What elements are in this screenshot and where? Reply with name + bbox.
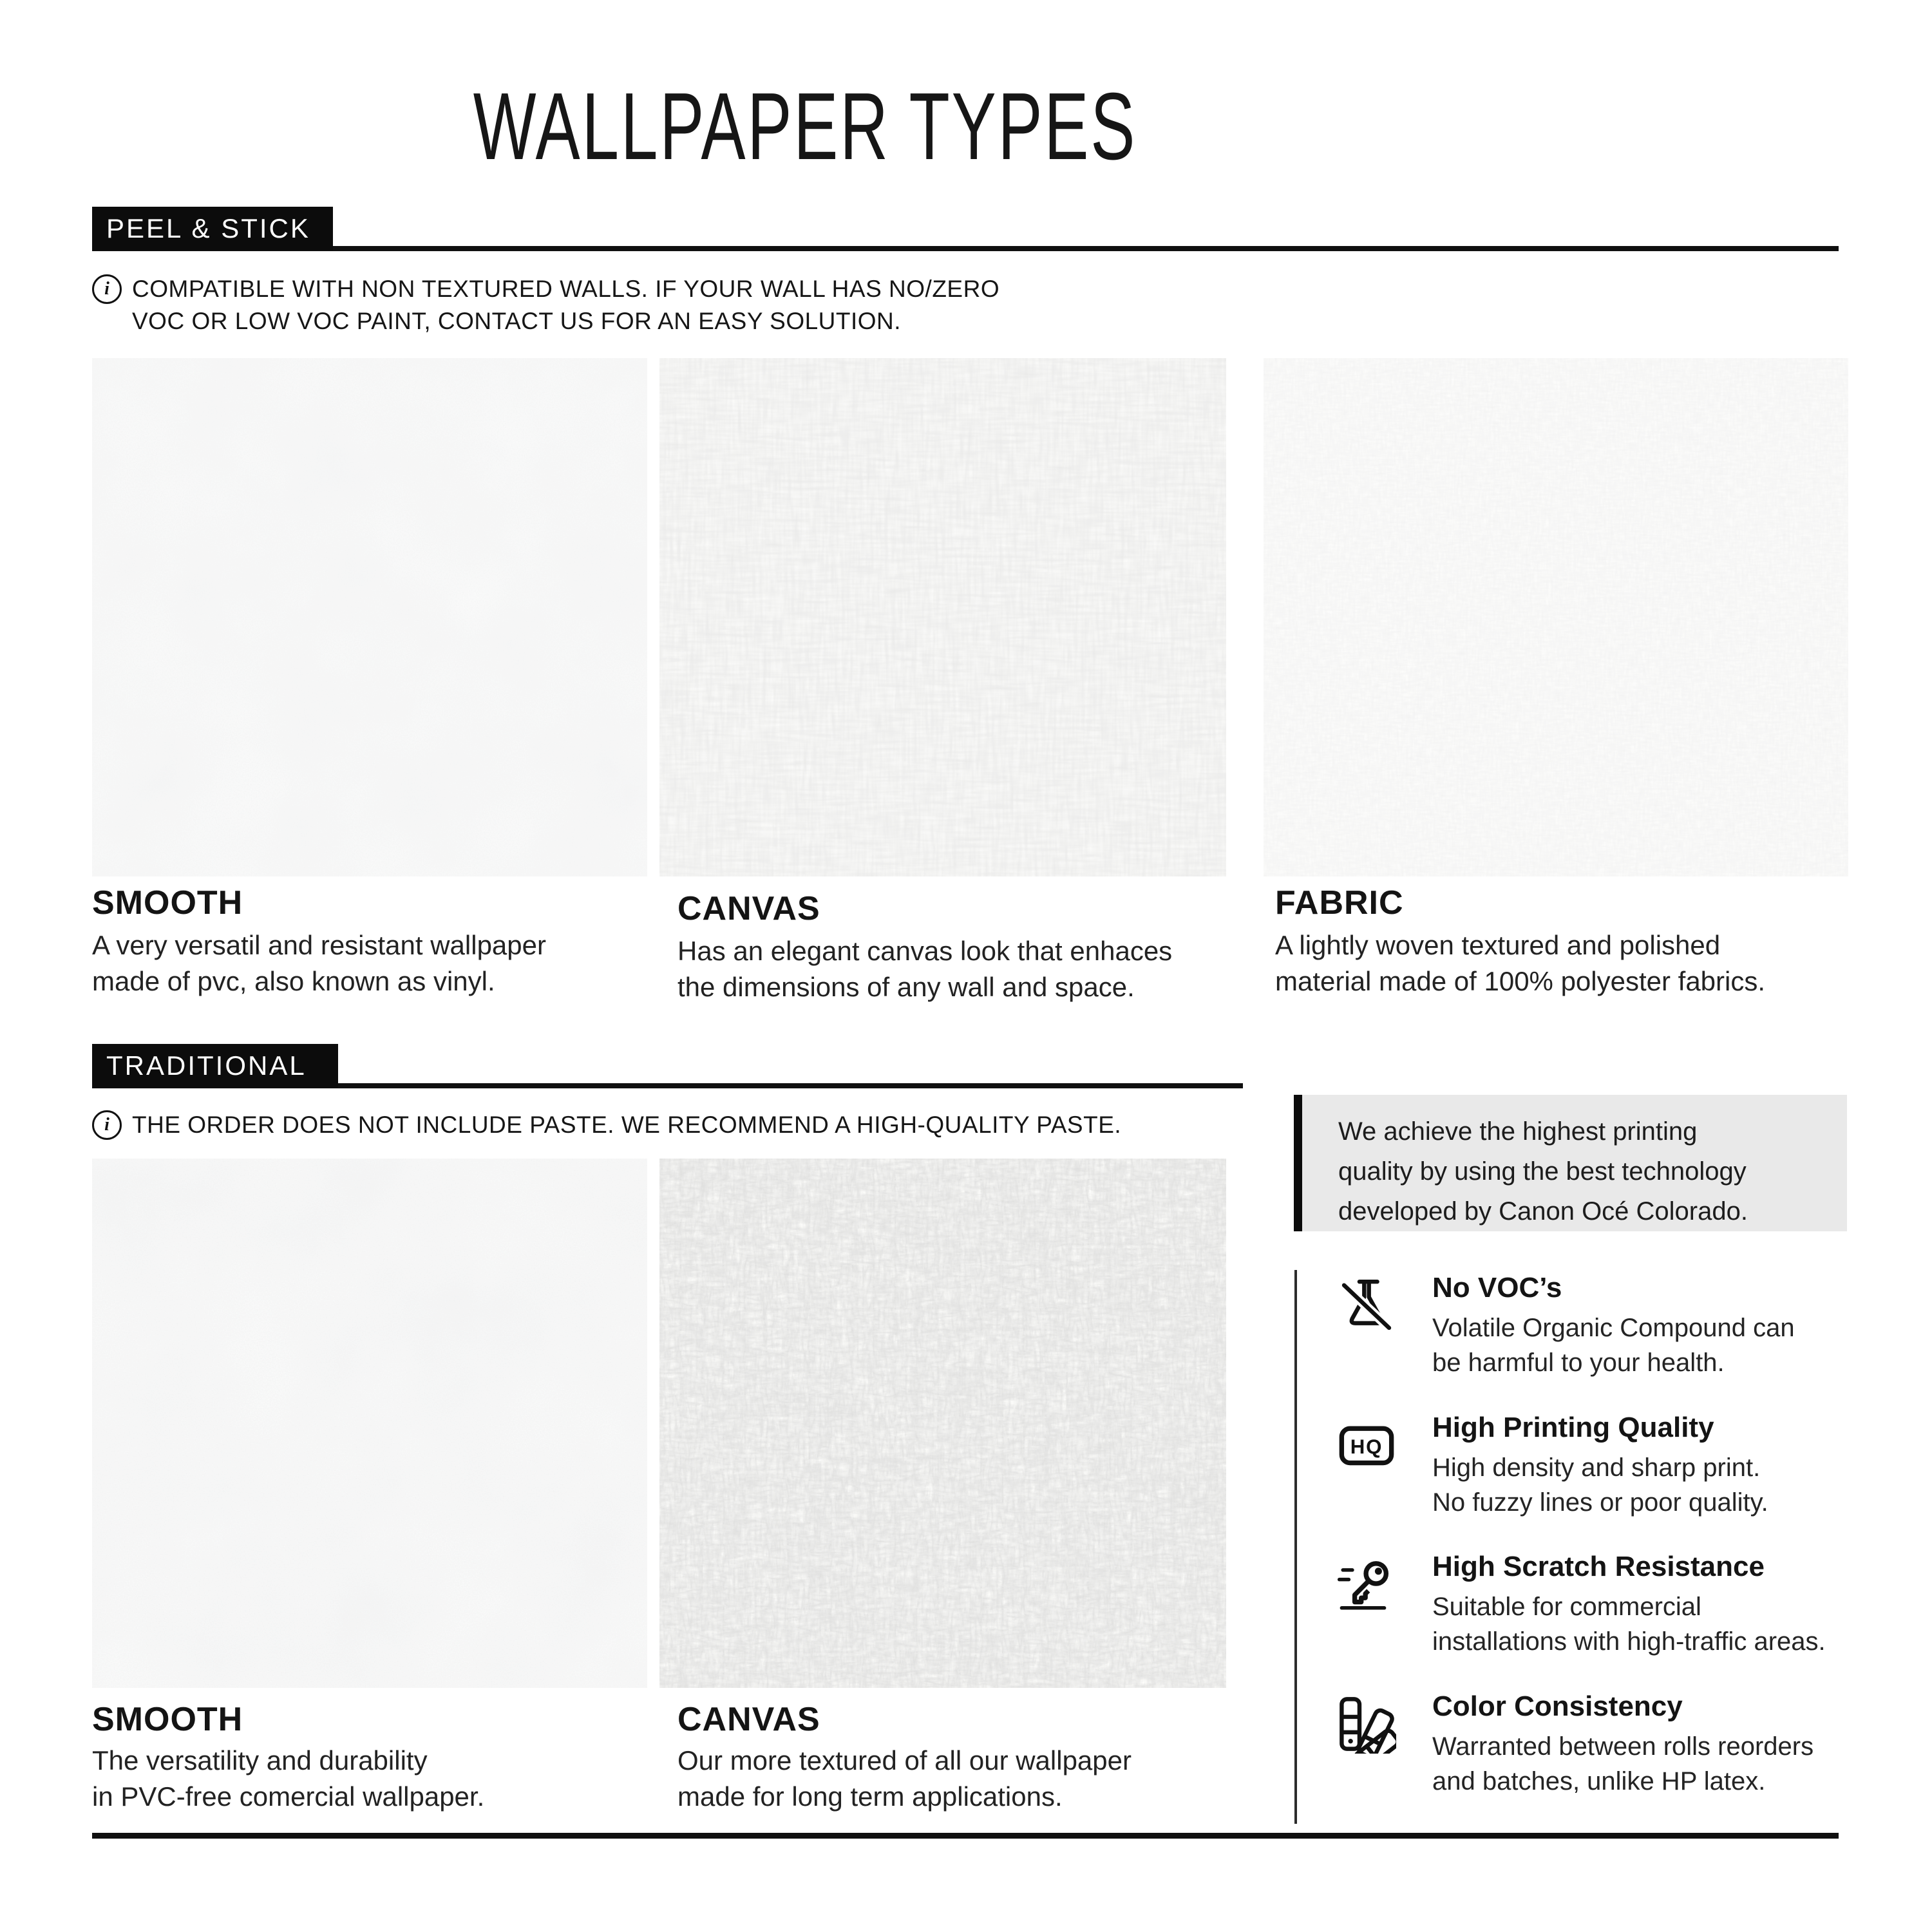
- desc-line: the dimensions of any wall and space.: [677, 971, 1135, 1002]
- type-heading-canvas-ps: CANVAS: [677, 890, 820, 927]
- desc-line: made of pvc, also known as vinyl.: [92, 965, 495, 996]
- section-badge-peel-stick: PEEL & STICK: [92, 207, 333, 251]
- desc-line: be harmful to your health.: [1432, 1349, 1725, 1378]
- hq-icon: [1337, 1416, 1396, 1475]
- desc-line: in PVC-free comercial wallpaper.: [92, 1781, 485, 1812]
- rough-canvas-texture-image: [659, 1159, 1226, 1688]
- desc-line: material made of 100% polyester fabrics.: [1275, 965, 1766, 996]
- swatch-canvas-peel-stick: [659, 358, 1226, 876]
- smooth-texture-image: [92, 358, 647, 876]
- type-heading-canvas-tr: CANVAS: [677, 1701, 820, 1738]
- desc-line: A very versatil and resistant wallpaper: [92, 930, 546, 960]
- feature-title: Color Consistency: [1432, 1690, 1683, 1722]
- feature-text: [1432, 1272, 1795, 1381]
- swatch-smooth-peel-stick: [92, 358, 647, 876]
- swatch-smooth-traditional: [92, 1159, 647, 1688]
- highlight-line: developed by Canon Océ Colorado.: [1338, 1197, 1748, 1226]
- desc-line: Our more textured of all our wallpaper: [677, 1745, 1132, 1776]
- swatch-canvas-traditional: [659, 1159, 1226, 1688]
- type-heading-fabric-ps: FABRIC: [1275, 884, 1404, 922]
- page-title: WALLPAPER TYPES: [473, 73, 1137, 180]
- highlight-line: We achieve the highest printing: [1338, 1117, 1698, 1146]
- color-swatches-icon: [1337, 1694, 1396, 1754]
- feature-high-printing-quality: [1337, 1412, 1859, 1520]
- feature-no-voc: [1337, 1272, 1859, 1381]
- highlight-line: quality by using the best technology: [1338, 1157, 1747, 1186]
- desc-line: Warranted between rolls reorders: [1432, 1732, 1814, 1761]
- hq-glyph: HQ: [1350, 1435, 1383, 1458]
- desc-line: No fuzzy lines or poor quality.: [1432, 1488, 1768, 1517]
- type-desc-fabric-ps: [1275, 927, 1765, 999]
- feature-text: [1432, 1690, 1814, 1799]
- feature-title: No VOC’s: [1432, 1272, 1562, 1303]
- feature-desc: [1432, 1311, 1795, 1381]
- bottom-rule: [92, 1833, 1839, 1839]
- feature-text: [1432, 1412, 1768, 1520]
- features-divider-line: [1294, 1270, 1297, 1824]
- peel-stick-note: [92, 273, 999, 337]
- feature-desc: [1432, 1589, 1826, 1660]
- feature-title: High Printing Quality: [1432, 1412, 1714, 1443]
- feature-color-consistency: [1337, 1690, 1859, 1799]
- note-line: VOC OR LOW VOC PAINT, CONTACT US FOR AN EASY SOLUTION.: [132, 307, 902, 334]
- desc-line: made for long term applications.: [677, 1781, 1063, 1812]
- info-icon: i: [92, 274, 122, 304]
- section-badge-traditional: TRADITIONAL: [92, 1044, 338, 1088]
- desc-line: and batches, unlike HP latex.: [1432, 1767, 1766, 1796]
- feature-desc: [1432, 1450, 1768, 1520]
- desc-line: Has an elegant canvas look that enhaces: [677, 936, 1173, 966]
- peel-stick-section-rule: [92, 246, 1839, 251]
- desc-line: installations with high-traffic areas.: [1432, 1627, 1826, 1656]
- swatch-fabric-peel-stick: [1264, 358, 1848, 876]
- feature-text: [1432, 1551, 1826, 1660]
- type-heading-smooth-ps: SMOOTH: [92, 884, 243, 922]
- feature-desc: [1432, 1729, 1814, 1799]
- feature-title: High Scratch Resistance: [1432, 1551, 1765, 1582]
- desc-line: The versatility and durability: [92, 1745, 428, 1776]
- canvas-texture-image: [659, 358, 1226, 876]
- type-desc-smooth-ps: [92, 927, 546, 999]
- smooth-texture-image: [92, 1159, 647, 1688]
- desc-line: Volatile Organic Compound can: [1432, 1314, 1795, 1342]
- info-icon: i: [92, 1110, 122, 1140]
- type-desc-canvas-ps: [677, 933, 1172, 1005]
- traditional-note: [92, 1109, 1121, 1141]
- type-desc-smooth-tr: [92, 1743, 484, 1815]
- traditional-note-text: [132, 1109, 1121, 1141]
- note-line: THE ORDER DOES NOT INCLUDE PASTE. WE RECOMMEND A HIGH-QUALITY PASTE.: [132, 1112, 1122, 1138]
- fabric-texture-image: [1264, 358, 1848, 876]
- type-heading-smooth-tr: SMOOTH: [92, 1701, 243, 1738]
- printing-quality-highlight: [1294, 1095, 1847, 1231]
- desc-line: Suitable for commercial: [1432, 1593, 1701, 1621]
- note-line: COMPATIBLE WITH NON TEXTURED WALLS. IF YOUR WALL HAS NO/ZERO: [132, 276, 1000, 302]
- desc-line: High density and sharp print.: [1432, 1454, 1761, 1482]
- type-desc-canvas-tr: [677, 1743, 1132, 1815]
- desc-line: A lightly woven textured and polished: [1275, 930, 1721, 960]
- no-voc-icon: [1337, 1276, 1396, 1335]
- peel-stick-note-text: [132, 273, 999, 337]
- feature-high-scratch-resistance: [1337, 1551, 1859, 1660]
- key-icon: [1337, 1555, 1396, 1614]
